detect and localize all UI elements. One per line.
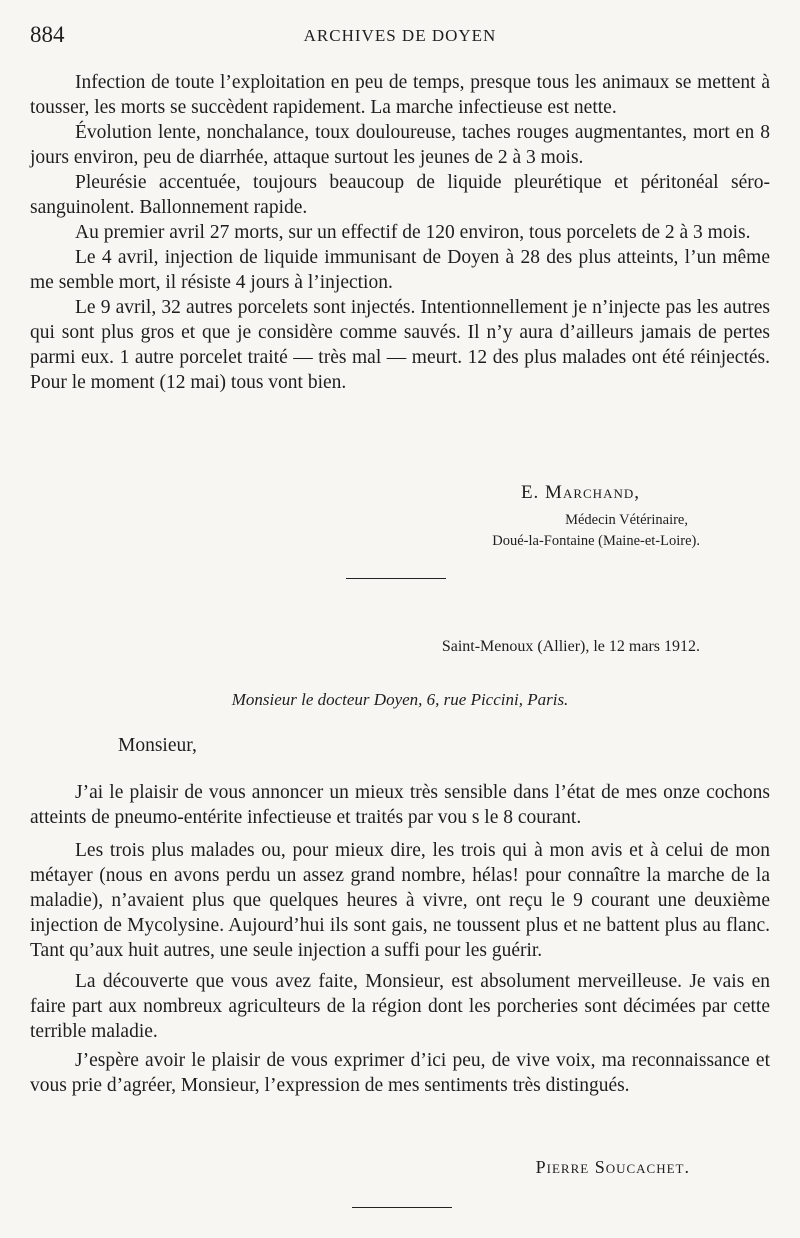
paragraph: Au premier avril 27 morts, sur un effectif de 120 environ, tous porcelets de 2 à 3 mois. <box>75 222 751 243</box>
paragraph: J’espère avoir le plaisir de vous exprimer d’ici peu, de vive voix, ma reconnaissance et vous prie d’agréer, Monsieur, l’expression de mes sentiments très distingués. <box>30 1050 770 1096</box>
letter-1-signature <box>492 482 700 552</box>
letter-2-body <box>30 780 770 1098</box>
section-divider <box>346 578 446 579</box>
letter-2-signature: Pierre Soucachet. <box>535 1157 690 1177</box>
page-number: 884 <box>30 22 65 47</box>
paragraph: Évolution lente, nonchalance, toux douloureuse, taches rouges augmentantes, mort en 8 jours environ, peu de diarrhée, attaque surtout les jeunes de 2 à 3 mois. <box>30 122 770 168</box>
paragraph: Infection de toute l’exploitation en peu de temps, presque tous les animaux se mettent à tousser, les morts se succèdent rapidement. La marche infectieuse est nette. <box>30 72 770 118</box>
paragraph: Le 4 avril, injection de liquide immunisant de Doyen à 28 des plus atteints, l’un même me semble mort, il résiste 4 jours à l’injection. <box>30 247 770 293</box>
letter-1-body <box>30 70 770 395</box>
paragraph: Pleurésie accentuée, toujours beaucoup de liquide pleurétique et péritonéal séro-sanguinolent. Ballonnement rapide. <box>30 172 770 218</box>
letter-2-salutation: Monsieur, <box>118 735 197 756</box>
letter-2-dateline: Saint-Menoux (Allier), le 12 mars 1912. <box>441 638 700 655</box>
signature-place: Doué-la-Fontaine (Maine-et-Loire). <box>492 533 700 549</box>
signature-name: E. Marchand, <box>520 482 640 503</box>
paragraph: La découverte que vous avez faite, Monsieur, est absolument merveilleuse. Je vais en faire part aux nombreux agriculteurs de la région dont les porcheries sont décimées par cette terrible maladie. <box>30 971 770 1042</box>
page-header <box>30 22 770 54</box>
signature-title: Médecin Vétérinaire, <box>565 512 688 528</box>
running-title: ARCHIVES DE DOYEN <box>303 26 497 45</box>
paragraph: J’ai le plaisir de vous annoncer un mieux très sensible dans l’état de mes onze cochons atteints de pneumo-entérite infectieuse et traités par vou s le 8 courant. <box>30 782 770 828</box>
letter-2-address: Monsieur le docteur Doyen, 6, rue Piccini, Paris. <box>231 690 569 709</box>
section-divider <box>352 1207 452 1208</box>
paragraph: Le 9 avril, 32 autres porcelets sont injectés. Intentionnellement je n’injecte pas les autres qui sont plus gros et que je considère comme sauvés. Il n’y aura d’ailleurs jamais de pertes parmi eux. 1 autre porcelet traité — très mal — meurt. 12 des plus malades ont été réinjectés. Pour le moment (12 mai) tous vont bien. <box>30 297 770 393</box>
paragraph: Les trois plus malades ou, pour mieux dire, les trois qui à mon avis et à celui de mon métayer (nous en avons perdu un assez grand nombre, hélas! pour connaître la marche de la maladie), n’avaient plus que quelques heures à vivre, ont reçu le 9 courant une deuxième injection de Mycolysine. Aujourd’hui ils sont gais, ne toussent plus et ne battent plus au flanc. Tant qu’aux huit autres, une seule injection a suffi pour les guérir. <box>30 840 770 961</box>
